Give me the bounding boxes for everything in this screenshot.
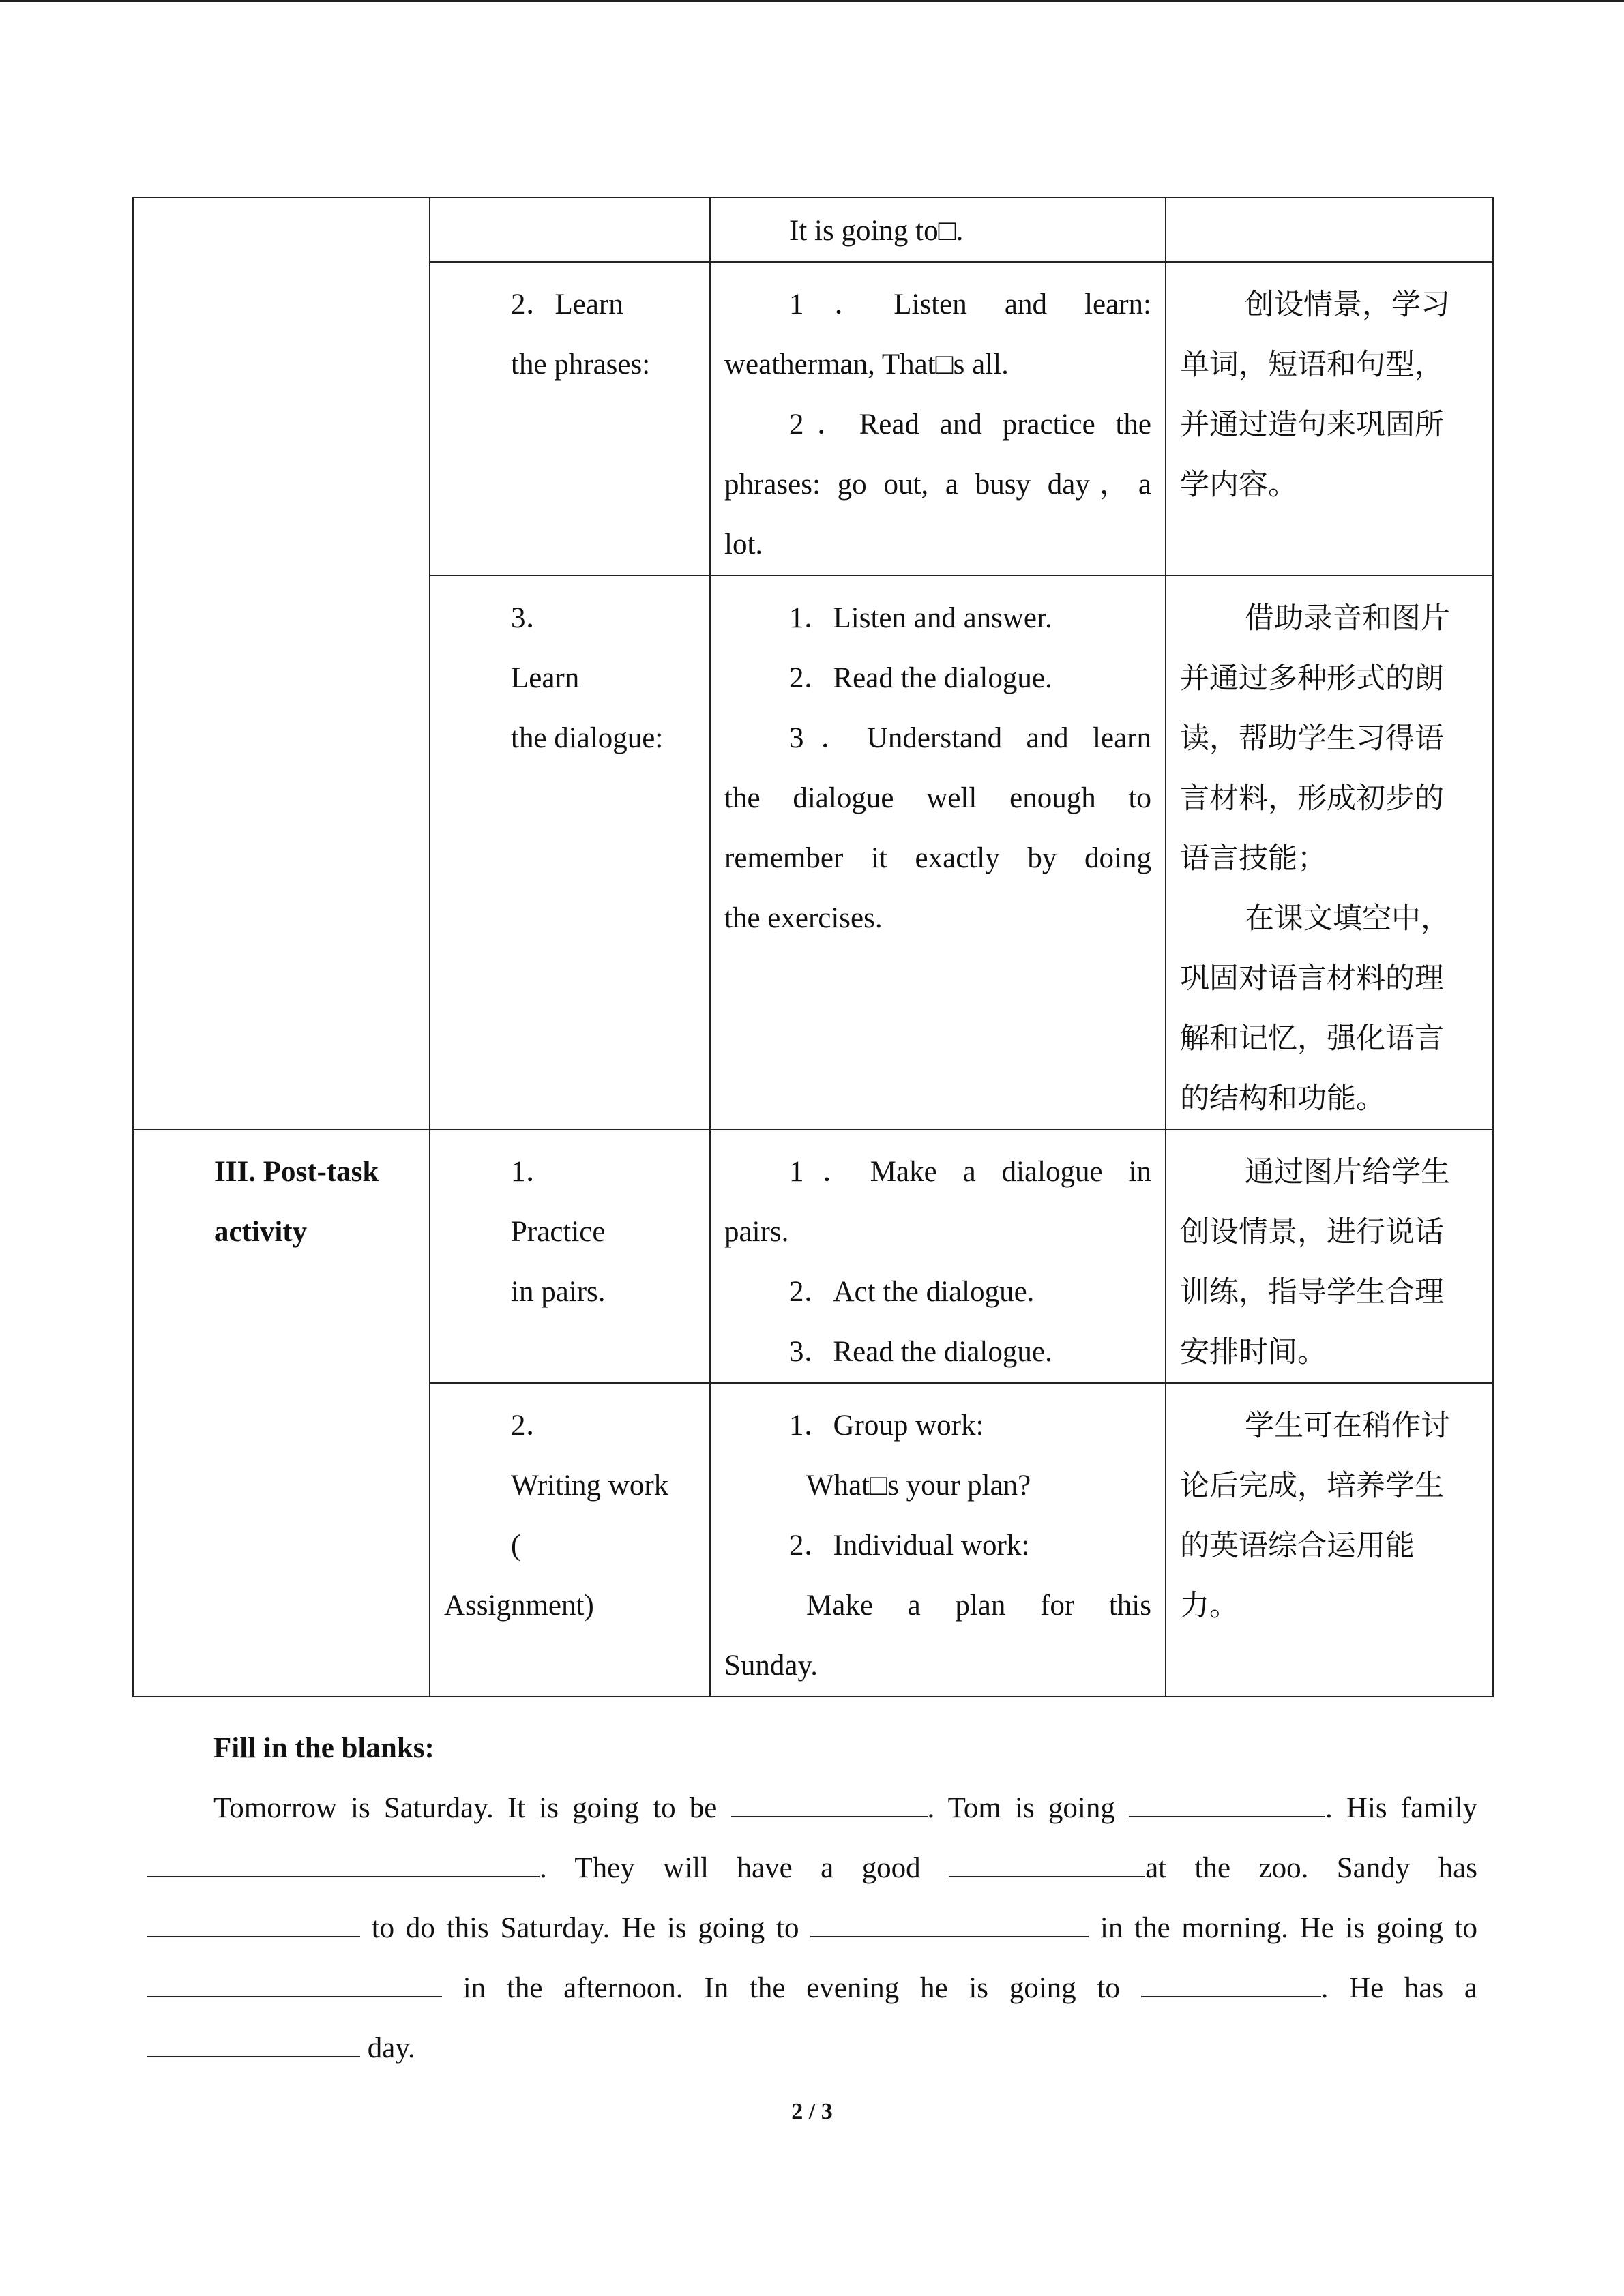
step-line: Writing work: [511, 1470, 669, 1502]
stage-line: III. Post-task: [214, 1156, 379, 1188]
content-line: 2．Act the dialogue.: [789, 1276, 1035, 1308]
content-line: Make a plan for this: [806, 1590, 1151, 1622]
fill-in-title: Fill in the blanks:: [213, 1732, 434, 1764]
content-line: 1．Listen and learn:: [789, 288, 1151, 320]
purpose-line: 学生可在稍作讨: [1245, 1409, 1450, 1443]
step-line: Practice: [511, 1216, 606, 1248]
blank-4[interactable]: [949, 1849, 1145, 1877]
purpose-cell: [1166, 262, 1493, 576]
content-cell: [710, 1383, 1166, 1697]
step-line: 1．: [511, 1156, 555, 1188]
content-cell: [710, 262, 1166, 576]
purpose-line: 巩固对语言材料的理: [1180, 961, 1444, 996]
purpose-line: 安排时间。: [1180, 1335, 1327, 1369]
step-line: (: [511, 1530, 521, 1562]
stage-cell-empty: [133, 198, 430, 1129]
fill-text-segment: . His family: [1325, 1792, 1478, 1824]
step-line: Assignment): [444, 1590, 594, 1622]
fill-text-segment: in the afternoon. In the evening he is going to: [462, 1972, 1120, 2004]
purpose-line: 言材料，形成初步的: [1180, 781, 1444, 816]
fill-text-segment: day.: [367, 2032, 415, 2064]
content-line: pairs.: [724, 1216, 789, 1248]
step-cell: [430, 1383, 710, 1697]
fill-text-segment: at the zoo. Sandy has: [1145, 1852, 1477, 1884]
fill-in-section: [147, 1718, 1477, 2078]
purpose-line: 通过图片给学生: [1245, 1155, 1450, 1189]
step-line: Learn: [511, 662, 580, 694]
purpose-line: 力。: [1180, 1589, 1239, 1623]
content-cell: [710, 576, 1166, 1129]
step-line: 3．: [511, 602, 555, 634]
fill-text-segment: to do this Saturday. He is going to: [371, 1912, 799, 1944]
fill-text-segment: . He has a: [1320, 1972, 1478, 2004]
content-line: 1．Make a dialogue in: [789, 1156, 1151, 1188]
fill-text-segment: . They will have a good: [540, 1852, 921, 1884]
stage-line: activity: [214, 1216, 308, 1248]
purpose-line: 并通过造句来巩固所: [1180, 408, 1444, 442]
blank-7[interactable]: [147, 1969, 442, 1997]
content-line: weatherman, That□s all.: [724, 348, 1009, 381]
content-line: What□s your plan?: [806, 1470, 1031, 1502]
purpose-line: 学内容。: [1180, 468, 1297, 502]
content-line: 1．Listen and answer.: [789, 602, 1052, 634]
step-cell: [430, 262, 710, 576]
table-row: [133, 198, 1493, 262]
purpose-line: 单词，短语和句型，: [1180, 348, 1444, 382]
blank-5[interactable]: [147, 1909, 360, 1937]
purpose-line: 的英语综合运用能: [1180, 1529, 1415, 1563]
fill-text-segment: . Tom is going: [927, 1792, 1115, 1824]
purpose-cell: [1166, 576, 1493, 1129]
step-cell: [430, 1129, 710, 1383]
purpose-cell-empty: [1166, 198, 1493, 262]
content-line: lot.: [724, 528, 763, 561]
purpose-line: 语言技能；: [1180, 841, 1327, 876]
content-line: 3．Understand and learn: [789, 722, 1151, 754]
fill-text-segment: in the morning. He is going to: [1099, 1912, 1477, 1944]
blank-8[interactable]: [1141, 1969, 1321, 1997]
blank-9[interactable]: [147, 2029, 360, 2057]
content-line: 2．Individual work:: [789, 1530, 1030, 1562]
stage-cell: [133, 1129, 430, 1697]
blank-1[interactable]: [731, 1789, 928, 1817]
content-cell: [710, 198, 1166, 262]
content-line: 3．Read the dialogue.: [789, 1336, 1052, 1368]
purpose-cell: [1166, 1129, 1493, 1383]
content-line: 1．Group work:: [789, 1410, 984, 1442]
purpose-cell: [1166, 1383, 1493, 1697]
purpose-line: 读，帮助学生习得语: [1180, 721, 1444, 756]
step-line: 2．: [511, 1410, 555, 1442]
content-line: 2．Read the dialogue.: [789, 662, 1052, 694]
step-line: in pairs.: [511, 1276, 606, 1308]
purpose-line: 创设情景，进行说话: [1180, 1215, 1444, 1249]
step-cell: [430, 576, 710, 1129]
step-line: the phrases:: [511, 348, 651, 381]
purpose-line: 训练，指导学生合理: [1180, 1275, 1444, 1309]
purpose-line: 在课文填空中，: [1245, 901, 1450, 936]
content-line: the dialogue well enough to: [724, 782, 1151, 814]
fill-text-segment: Tomorrow is Saturday. It is going to be: [213, 1792, 718, 1824]
content-line: It is going to□.: [789, 215, 964, 247]
fill-in-paragraph: [147, 1778, 1477, 2078]
page-number: 2 / 3: [791, 2099, 833, 2124]
table-row: [133, 1129, 1493, 1383]
content-line: Sunday.: [724, 1650, 818, 1682]
step-line: the dialogue:: [511, 722, 664, 754]
purpose-line: 的结构和功能。: [1180, 1082, 1385, 1116]
lesson-plan-table: [132, 197, 1494, 1697]
content-line: 2．Read and practice the: [789, 408, 1151, 441]
purpose-line: 论后完成，培养学生: [1180, 1469, 1444, 1503]
blank-3[interactable]: [147, 1849, 540, 1877]
step-cell-empty: [430, 198, 710, 262]
purpose-line: 借助录音和图片: [1245, 601, 1450, 636]
content-cell: [710, 1129, 1166, 1383]
content-line: phrases: go out, a busy day，a: [724, 468, 1151, 501]
page-top-rule: [0, 0, 1624, 2]
purpose-line: 创设情景，学习: [1245, 288, 1450, 322]
content-line: remember it exactly by doing: [724, 842, 1151, 874]
step-line: 2．Learn: [511, 288, 623, 320]
blank-6[interactable]: [810, 1909, 1089, 1937]
purpose-line: 解和记忆，强化语言: [1180, 1022, 1444, 1056]
content-line: the exercises.: [724, 902, 883, 934]
purpose-line: 并通过多种形式的朗: [1180, 661, 1444, 696]
blank-2[interactable]: [1129, 1789, 1325, 1817]
